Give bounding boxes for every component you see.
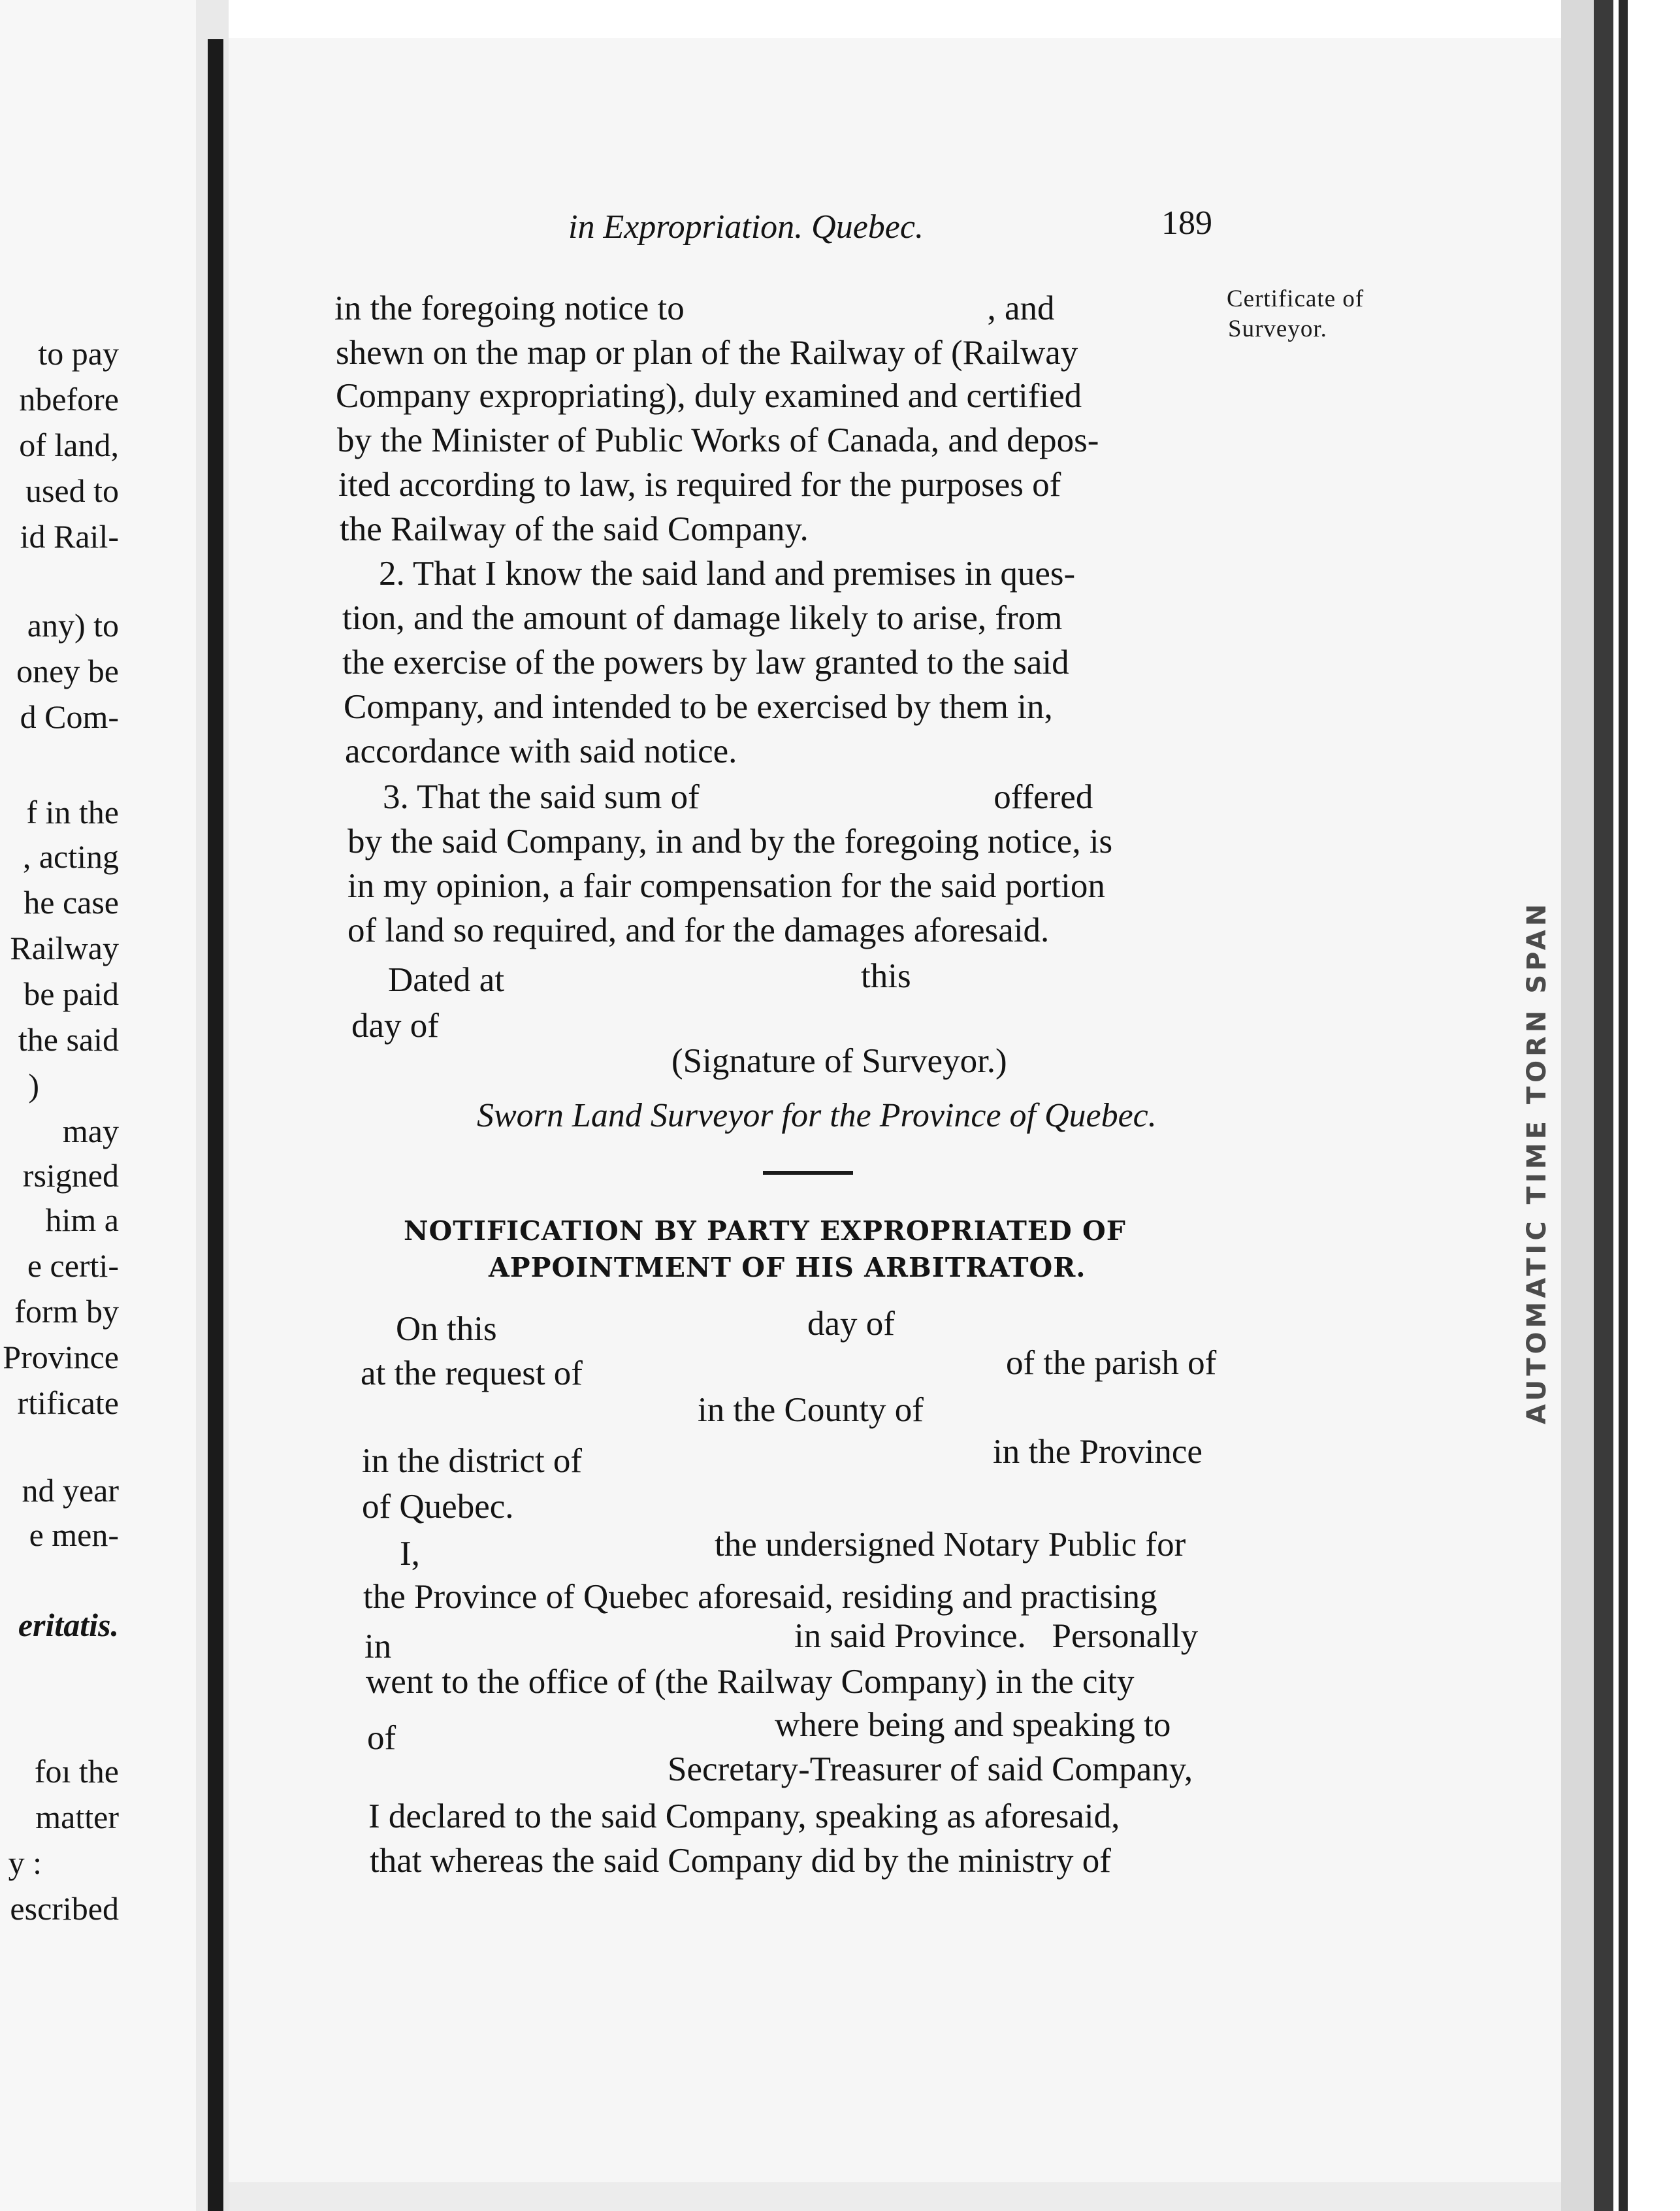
- section-rule: [763, 1171, 853, 1175]
- left-line: id Rail-: [20, 518, 119, 555]
- signature-line: (Signature of Surveyor.): [671, 1042, 1007, 1080]
- form-of-parish: of the parish of: [1006, 1344, 1217, 1382]
- left-line: him a: [45, 1202, 119, 1238]
- page-fold-shadow: [208, 39, 223, 2211]
- body-line: in the foregoing notice to , and: [334, 289, 1055, 327]
- this-label: this: [861, 957, 911, 995]
- form-in: in: [364, 1628, 392, 1665]
- left-line: Province: [3, 1339, 119, 1375]
- body-line: Company, and intended to be exercised by them in,: [344, 688, 1053, 726]
- form-declared: I declared to the said Company, speaking as aforesaid,: [368, 1797, 1120, 1835]
- day-of: day of: [351, 1007, 439, 1045]
- body-line: the Railway of the said Company.: [340, 510, 809, 548]
- left-line: rsigned: [22, 1157, 119, 1194]
- form-i: I,: [400, 1535, 420, 1573]
- left-line: oney be: [16, 653, 119, 689]
- body-line: 3. That the said sum of offered: [383, 778, 1093, 816]
- left-line: to pay: [38, 335, 119, 372]
- form-on-this: On this: [396, 1310, 497, 1348]
- spine-band-2: [1619, 0, 1628, 2211]
- form-province-line: the Province of Quebec aforesaid, residing and practising: [363, 1578, 1157, 1616]
- left-page-fragment: [0, 0, 196, 2211]
- left-line: the said: [18, 1021, 119, 1058]
- running-head: in Expropriation. Quebec.: [568, 208, 924, 246]
- body-line: 2. That I know the said land and premises in ques-: [379, 555, 1076, 593]
- body-line: by the said Company, in and by the foregoing notice, is: [347, 823, 1113, 860]
- body-line: the exercise of the powers by law granted to the said: [342, 644, 1069, 681]
- left-line: y :: [8, 1844, 42, 1881]
- form-where-being: where being and speaking to: [775, 1706, 1171, 1744]
- body-line: Company expropriating), duly examined and certified: [336, 377, 1082, 415]
- form-whereas: that whereas the said Company did by the ministry of: [370, 1842, 1111, 1880]
- form-of: of: [367, 1719, 396, 1757]
- spine-band: [1594, 0, 1613, 2211]
- left-line: nbefore: [19, 381, 119, 418]
- left-line: d Com-: [20, 698, 119, 735]
- form-at-request: at the request of: [361, 1354, 583, 1392]
- form-in-said: in said Province. Personally: [794, 1617, 1199, 1655]
- margin-note-certificate: Certificate of: [1227, 286, 1365, 312]
- form-in-county: in the County of: [698, 1391, 924, 1429]
- left-line: rtificate: [17, 1384, 119, 1421]
- left-line: e men-: [29, 1516, 119, 1553]
- form-undersigned: the undersigned Notary Public for: [715, 1526, 1186, 1564]
- body-line: of land so required, and for the damages aforesaid.: [347, 911, 1050, 949]
- section-heading: NOTIFICATION BY PARTY EXPROPRIATED OF: [404, 1215, 1126, 1247]
- body-line: ited according to law, is required for the purposes of: [338, 466, 1061, 504]
- form-went: went to the office of (the Railway Company) in the city: [366, 1663, 1135, 1701]
- left-line: used to: [25, 472, 119, 509]
- left-line: f in the: [26, 794, 119, 830]
- page-number: 189: [1161, 205, 1212, 242]
- form-in-district: in the district of: [362, 1442, 583, 1480]
- body-line: accordance with said notice.: [345, 732, 737, 770]
- left-line: he case: [24, 884, 119, 921]
- form-day-of: day of: [807, 1305, 895, 1343]
- left-line: , acting: [22, 838, 119, 875]
- section-heading: APPOINTMENT OF HIS ARBITRATOR.: [489, 1252, 1086, 1283]
- left-line: of land,: [19, 427, 119, 463]
- spine-stamp: AUTOMATIC TIME TORN SPAN: [1522, 900, 1552, 1424]
- left-line: e certi-: [27, 1247, 119, 1284]
- right-page-bottom-edge: [229, 2182, 1561, 2211]
- left-line: escribed: [10, 1890, 119, 1927]
- left-line: nd year: [22, 1472, 119, 1509]
- form-secretary: Secretary-Treasurer of said Company,: [668, 1750, 1193, 1788]
- left-line: be paid: [24, 975, 119, 1012]
- sworn-line: Sworn Land Surveyor for the Province of Quebec.: [477, 1097, 1157, 1134]
- left-line: form by: [14, 1293, 119, 1330]
- left-line: any) to: [27, 607, 119, 644]
- form-in-province: in the Province: [993, 1433, 1203, 1471]
- body-line: in my opinion, a fair compensation for the said portion: [347, 867, 1105, 905]
- body-line: by the Minister of Public Works of Canada, and depos-: [337, 421, 1099, 459]
- form-of-quebec: of Quebec.: [362, 1488, 514, 1526]
- dated-at: Dated at: [388, 961, 505, 999]
- left-line: eritatis.: [18, 1607, 119, 1643]
- left-line: matter: [35, 1799, 119, 1835]
- body-line: shewn on the map or plan of the Railway of (Railway: [336, 334, 1078, 372]
- left-line: Railway: [10, 930, 119, 966]
- left-line: ): [28, 1067, 39, 1104]
- margin-note-surveyor: Surveyor.: [1228, 316, 1327, 342]
- body-line: tion, and the amount of damage likely to arise, from: [342, 599, 1063, 637]
- left-line: may: [62, 1113, 119, 1149]
- left-line: foı the: [34, 1753, 119, 1790]
